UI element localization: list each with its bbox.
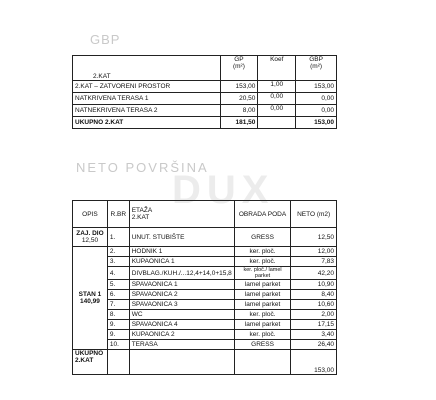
total-gbp: 153,00 xyxy=(296,117,337,129)
row-name: WC xyxy=(129,310,234,320)
row-neto: 10,90 xyxy=(291,280,337,290)
row-name: DIVBLAG./KUH./...12,4+14,0+15,8 xyxy=(129,267,234,280)
row-rbr: 9. xyxy=(107,330,129,340)
row-name: 2.KAT – ZATVORENI PROSTOR xyxy=(73,81,221,93)
row-name: SPAVAONICA 3 xyxy=(129,300,234,310)
zaj-label: ZAJ. DIO xyxy=(76,230,104,237)
row-gp: 8,00 xyxy=(220,105,258,117)
total-row xyxy=(73,350,337,375)
table-row xyxy=(73,320,337,330)
row-rbr: 8. xyxy=(107,310,129,320)
gbp-table xyxy=(72,55,337,129)
header-neto: NETO (m2) xyxy=(291,201,337,228)
row-neto: 17,15 xyxy=(291,320,337,330)
row-rbr: 9. xyxy=(107,320,129,330)
header-gp-unit: (m²) xyxy=(232,63,245,70)
row-name: TERASA xyxy=(129,340,234,350)
row-gbp: 0,00 xyxy=(296,105,337,117)
total-empty-name xyxy=(129,350,234,375)
row-name: NATNEKRIVENA TERASA 2 xyxy=(73,105,221,117)
row-neto: 3,40 xyxy=(291,330,337,340)
section-title-gbp: GBP xyxy=(90,32,121,47)
table-row xyxy=(73,267,337,280)
zaj-value: 12,50 xyxy=(81,237,99,244)
row-rbr: 3. xyxy=(107,257,129,267)
header-prostorija-b: 2.KAT xyxy=(131,214,150,221)
row-obrada: GRESS xyxy=(234,340,291,350)
row-gp: 20,50 xyxy=(220,93,258,105)
row-obrada: ker. ploč. xyxy=(234,310,291,320)
table-row xyxy=(73,310,337,320)
total-label-b: 2.KAT xyxy=(75,357,94,364)
row-koef: 1,00 xyxy=(258,81,296,93)
row-obrada: ker. ploč. xyxy=(234,247,291,257)
row-gbp: 153,00 xyxy=(296,81,337,93)
watermark-logo: DUX xyxy=(172,168,275,212)
row-obrada: ker. ploč. xyxy=(234,257,291,267)
table-row xyxy=(73,105,337,117)
table-row xyxy=(73,330,337,340)
header-label: 2.KAT xyxy=(73,56,221,81)
table-row xyxy=(73,257,337,267)
header-opis: OPIS xyxy=(73,201,108,228)
row-obrada: GRESS xyxy=(234,228,291,247)
row-name: KUPAONICA 1 xyxy=(129,257,234,267)
header-prostorija xyxy=(129,201,234,228)
row-obrada: lamel parket xyxy=(234,300,291,310)
row-neto: 7,83 xyxy=(291,257,337,267)
row-rbr: 5. xyxy=(107,280,129,290)
header-rbr: R.BR xyxy=(107,201,129,228)
table-row xyxy=(73,81,337,93)
row-obrada: lamel parket xyxy=(234,280,291,290)
row-rbr: 6. xyxy=(107,290,129,300)
row-obrada: lamel parket xyxy=(234,320,291,330)
stan-value: 140,99 xyxy=(80,298,100,305)
gbp-table-header xyxy=(73,56,337,81)
row-neto: 8,40 xyxy=(291,290,337,300)
total-empty-rbr xyxy=(107,350,129,375)
table-row xyxy=(73,93,337,105)
row-obrada: ker. ploč. xyxy=(234,330,291,340)
row-gbp: 0,00 xyxy=(296,93,337,105)
header-gbp xyxy=(296,56,337,81)
row-koef: 0,00 xyxy=(258,93,296,105)
row-name: SPAVAONICA 2 xyxy=(129,290,234,300)
neto-table xyxy=(72,200,337,375)
row-neto: 12,00 xyxy=(291,247,337,257)
stan-cell xyxy=(73,247,108,350)
header-obrada: OBRADA PODA xyxy=(234,201,291,228)
header-gp-label: GP xyxy=(234,56,244,63)
row-neto: 12,50 xyxy=(291,228,337,247)
total-label xyxy=(73,350,108,375)
header-gp xyxy=(220,56,258,81)
total-neto: 153,00 xyxy=(291,350,337,375)
row-name: SPAVAONICA 1 xyxy=(129,280,234,290)
table-row xyxy=(73,290,337,300)
total-row xyxy=(73,117,337,129)
total-label-a: UKUPNO xyxy=(75,350,104,357)
row-koef: 0,00 xyxy=(258,105,296,117)
row-rbr: 2. xyxy=(107,247,129,257)
row-neto: 26,40 xyxy=(291,340,337,350)
total-gp: 181,50 xyxy=(220,117,258,129)
row-rbr: 1. xyxy=(107,228,129,247)
header-prostorija-a: ETAŽA xyxy=(131,207,153,214)
table-row xyxy=(73,228,337,247)
stan-label: STAN 1 xyxy=(78,291,102,298)
table-row xyxy=(73,247,337,257)
row-name: NATKRIVENA TERASA 1 xyxy=(73,93,221,105)
row-name: KUPAONICA 2 xyxy=(129,330,234,340)
total-koef-empty xyxy=(258,117,296,129)
zaj-cell xyxy=(73,228,108,247)
row-obrada: lamel parket xyxy=(234,290,291,300)
table-row xyxy=(73,340,337,350)
row-name: UNUT. STUBIŠTE xyxy=(129,228,234,247)
table-row xyxy=(73,300,337,310)
neto-table-header xyxy=(73,201,337,228)
table-row xyxy=(73,280,337,290)
row-rbr: 10. xyxy=(107,340,129,350)
total-name: UKUPNO 2.KAT xyxy=(73,117,221,129)
row-neto: 42,20 xyxy=(291,267,337,280)
row-neto: 10,60 xyxy=(291,300,337,310)
header-koef: Koef xyxy=(258,56,296,81)
row-name: SPAVAONICA 4 xyxy=(129,320,234,330)
row-gp: 153,00 xyxy=(220,81,258,93)
section-title-neto: NETO POVRŠINA xyxy=(76,160,209,175)
row-obrada: ker. ploč./ lamel parket xyxy=(234,267,291,280)
row-rbr: 4. xyxy=(107,267,129,280)
header-gbp-label: GBP xyxy=(309,56,323,63)
row-rbr: 7. xyxy=(107,300,129,310)
total-empty-obrada xyxy=(234,350,291,375)
header-gbp-unit: (m²) xyxy=(310,63,323,70)
row-neto: 2,00 xyxy=(291,310,337,320)
row-name: HODNIK 1 xyxy=(129,247,234,257)
